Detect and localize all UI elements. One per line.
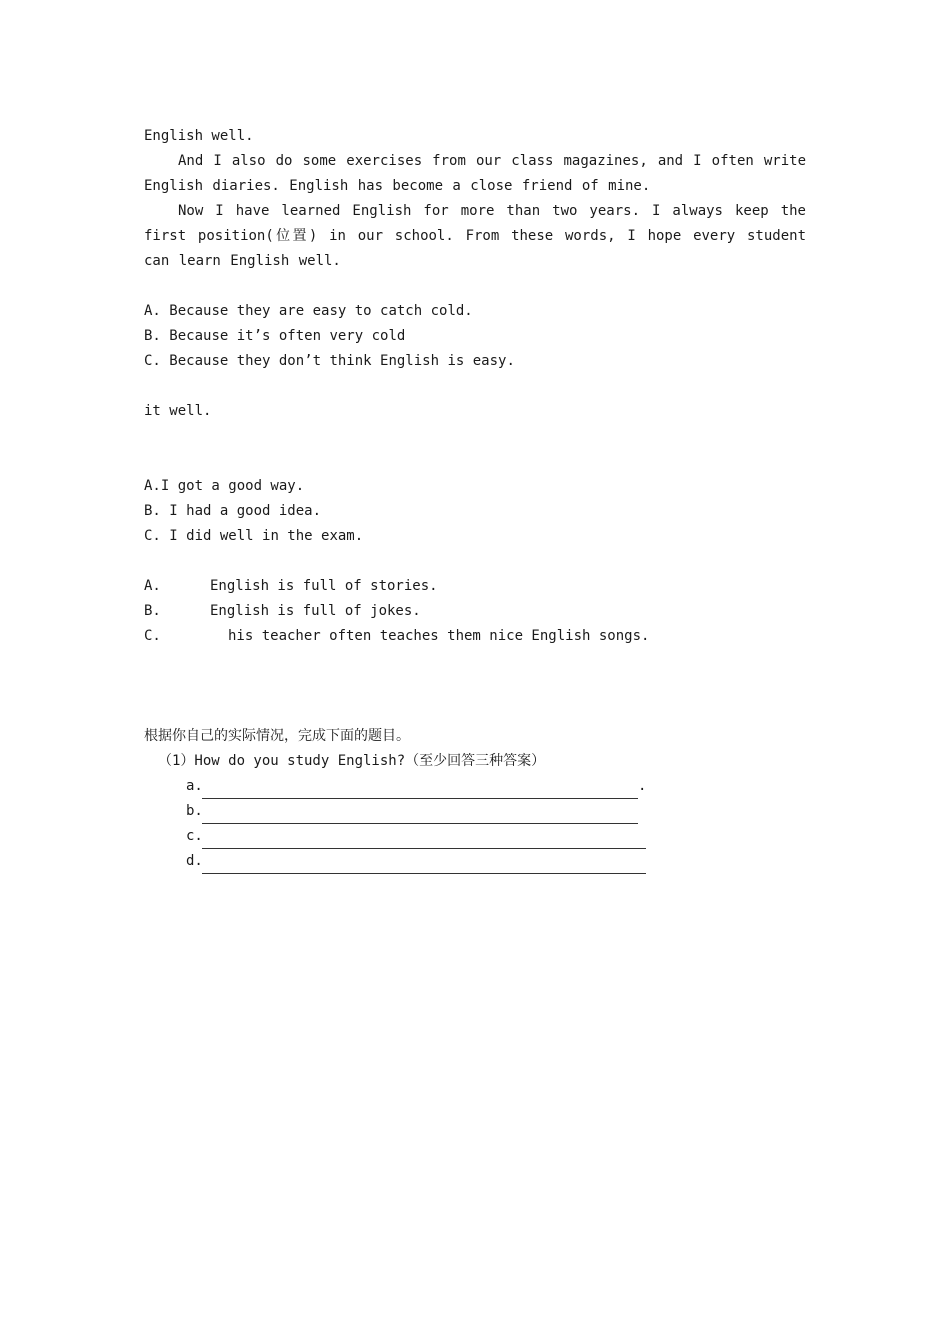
option-label: B. <box>144 503 161 519</box>
answer-label: b. <box>186 803 203 819</box>
question-2 <box>144 374 806 399</box>
question-1 <box>144 274 806 299</box>
option-text: Because it’s often very cold <box>169 328 406 344</box>
option-label: B. <box>144 328 161 344</box>
options-row <box>144 699 806 724</box>
question-stem-continued: it well. <box>144 403 212 419</box>
option-c[interactable] <box>144 349 806 374</box>
option-c[interactable] <box>144 524 806 549</box>
option-a[interactable] <box>144 299 806 324</box>
option-text: his teacher often teaches them nice English songs. <box>228 628 650 644</box>
option-b[interactable] <box>144 499 806 524</box>
passage-paragraph: And I also do some exercises from our class magazines, and I often write English diaries. English has become a close friend of mine. <box>144 153 806 194</box>
option-b[interactable] <box>144 599 806 624</box>
answer-blank[interactable] <box>202 829 646 849</box>
answer-label: c. <box>186 828 203 844</box>
option-label: C. <box>144 353 161 369</box>
option-a[interactable] <box>144 474 806 499</box>
option-a[interactable] <box>144 574 806 599</box>
worksheet-page <box>144 124 806 874</box>
option-label: C. <box>144 628 161 644</box>
question-4 <box>144 549 806 574</box>
option-b[interactable] <box>144 324 806 349</box>
answer-end-mark: . <box>638 778 647 794</box>
option-text: I got a good way. <box>160 478 305 494</box>
option-text: I did well in the exam. <box>169 528 364 544</box>
answer-blank[interactable] <box>202 854 646 874</box>
option-label: B. <box>144 603 161 619</box>
answer-line-d[interactable] <box>144 849 806 874</box>
answer-line-b[interactable] <box>144 799 806 824</box>
option-c[interactable] <box>144 624 806 649</box>
option-label: A. <box>144 303 161 319</box>
answer-blank[interactable] <box>202 779 638 799</box>
question-3 <box>144 449 806 474</box>
answer-line-a[interactable] <box>144 774 806 799</box>
option-text: I had a good idea. <box>169 503 322 519</box>
option-label: A. <box>144 578 161 594</box>
option-label: C. <box>144 528 161 544</box>
passage-paragraph: Now I have learned English for more than two years. I always keep the first position(位置) in our school. From these words, I hope every student can learn English well. <box>144 203 806 269</box>
passage-line: English well. <box>144 128 254 144</box>
option-text: English is full of jokes. <box>210 603 421 619</box>
section-instruction: 根据你自己的实际情况，完成下面的题目。 <box>144 728 410 744</box>
question-5 <box>144 649 806 674</box>
answer-line-c[interactable] <box>144 824 806 849</box>
option-text: Because they don’t think English is easy. <box>169 353 515 369</box>
open-question-prompt: （1）How do you study English?（至少回答三种答案） <box>158 753 546 769</box>
option-text: Because they are easy to catch cold. <box>169 303 473 319</box>
answer-blank[interactable] <box>202 804 638 824</box>
option-label: A. <box>144 478 161 494</box>
answer-label: a. <box>186 778 203 794</box>
answer-label: d. <box>186 853 203 869</box>
options-row <box>144 674 806 699</box>
options-row <box>144 424 806 449</box>
option-text: English is full of stories. <box>210 578 438 594</box>
